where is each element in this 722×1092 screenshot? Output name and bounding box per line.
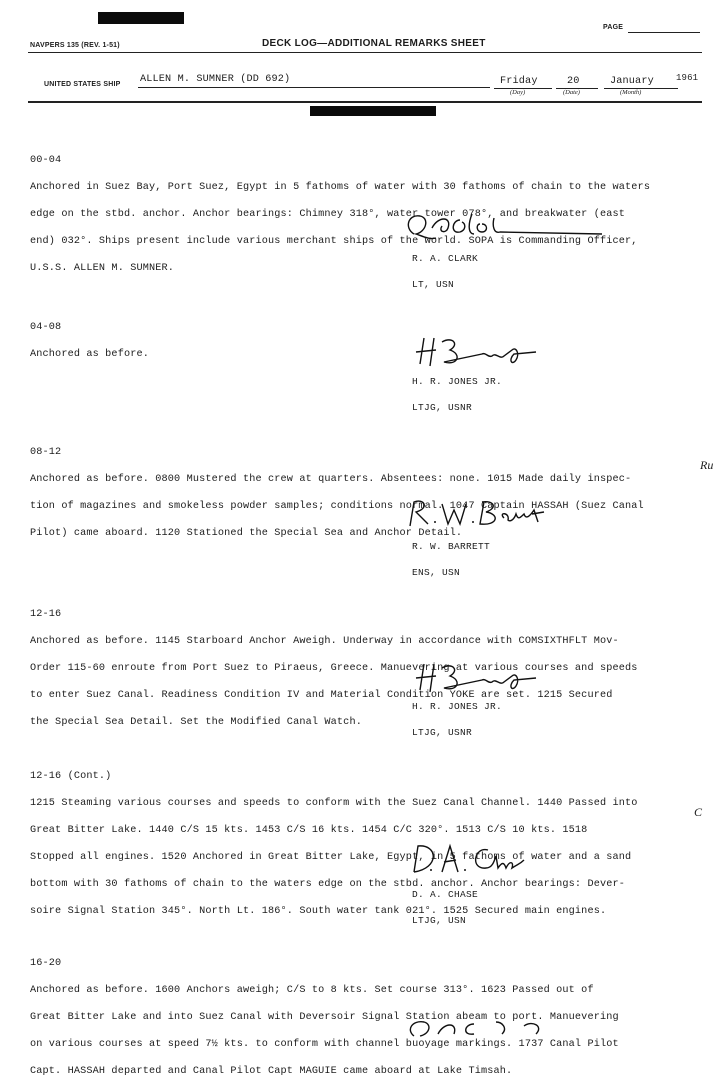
entry-line: Pilot) came aboard. 1120 Stationed the Special Sea and Anchor Detail. [30, 527, 463, 539]
watch-label: 08-12 [30, 446, 62, 458]
page-number-line [628, 32, 700, 33]
signer-block-12-16-cont [412, 875, 478, 940]
signer-rank: LTJG, USNR [412, 727, 473, 738]
ship-name: ALLEN M. SUMNER (DD 692) [140, 74, 291, 85]
month-label: (Month) [620, 89, 642, 96]
entry-line: edge on the stbd. anchor. Anchor bearings: Chimney 318°, water tower 078°, and breakwater (east [30, 208, 626, 220]
signer-rank: ENS, USN [412, 567, 461, 578]
entry-line: Order 115-60 enroute from Port Suez to Piraeus, Greece. Manuevering at various courses and speeds [30, 662, 638, 674]
redacted-block-top [98, 12, 184, 24]
signer-block-12-16 [412, 687, 502, 752]
signer-name: H. R. JONES JR. [412, 376, 503, 387]
log-entry-12-16 [30, 594, 638, 743]
sheet-title: DECK LOG—ADDITIONAL REMARKS SHEET [262, 38, 486, 49]
header-rule [28, 101, 702, 103]
ship-name-line [138, 87, 490, 88]
entry-line: the Special Sea Detail. Set the Modified Canal Watch. [30, 716, 362, 728]
redacted-block-center [310, 106, 436, 116]
ship-label: UNITED STATES SHIP [44, 81, 121, 88]
date-value: 20 [567, 76, 580, 87]
form-number: NAVPERS 135 (REV. 1-51) [30, 42, 120, 49]
entry-line: on various courses at speed 7½ kts. to conform with channel buoyage markings. 1737 Canal Pilot [30, 1038, 619, 1050]
signer-rank: LT, USN [412, 279, 455, 290]
signer-rank: LTJG, USN [412, 915, 467, 926]
log-entry-08-12 [30, 432, 644, 554]
margin-note-12-16-cont: C [694, 805, 703, 819]
signature-partial-bottom [404, 1020, 554, 1036]
margin-note-08-12: Ru [700, 458, 714, 472]
page-label: PAGE [603, 24, 624, 31]
log-entry-12-16-cont [30, 756, 638, 932]
watch-label: 04-08 [30, 321, 62, 333]
entry-line: to enter Suez Canal. Readiness Condition IV and Material Condition YOKE are set. 1215 Secured [30, 689, 613, 701]
signer-block-00-04 [412, 239, 478, 304]
entry-line: 1215 Steaming various courses and speeds to conform with the Suez Canal Channel. 1440 Passed into [30, 797, 638, 809]
signer-name: R. W. BARRETT [412, 541, 491, 552]
log-entry-04-08 [30, 307, 149, 375]
entry-line: Anchored in Suez Bay, Port Suez, Egypt in 5 fathoms of water with 30 fathoms of chain to the waters [30, 181, 651, 193]
signature-barrett [406, 498, 546, 528]
signer-block-04-08 [412, 362, 502, 427]
signer-rank: LTJG, USNR [412, 402, 473, 413]
date-label: (Date) [563, 89, 580, 96]
signer-block-08-12 [412, 527, 490, 592]
watch-label: 12-16 (Cont.) [30, 770, 112, 782]
day-label: (Day) [510, 89, 526, 96]
day-value: Friday [500, 76, 538, 87]
entry-line: soire Signal Station 345°. North Lt. 186°. South water tank 021°. 1525 Secured main engines. [30, 905, 607, 917]
log-entry-16-20 [30, 943, 619, 1092]
signer-name: R. A. CLARK [412, 253, 479, 264]
watch-label: 12-16 [30, 608, 62, 620]
signature-chase [408, 842, 528, 876]
entry-line: U.S.S. ALLEN M. SUMNER. [30, 262, 175, 274]
entry-line: bottom with 30 fathoms of chain to the waters edge on the stbd. anchor. Anchor bearings: Dever- [30, 878, 626, 890]
entry-line: Anchored as before. 0800 Mustered the crew at quarters. Absentees: none. 1015 Made daily inspec- [30, 473, 632, 485]
month-value: January [610, 76, 654, 87]
signature-clark [402, 210, 612, 242]
entry-line: tion of magazines and smokeless powder samples; conditions normal. 1047 Captain HASSAH (Suez Canal [30, 500, 644, 512]
title-rule [28, 52, 702, 53]
entry-line: Anchored as before. 1145 Starboard Anchor Aweigh. Underway in accordance with COMSIXTHFLT Mov- [30, 635, 619, 647]
entry-line: Great Bitter Lake. 1440 C/S 15 kts. 1453 C/S 16 kts. 1454 C/C 320°. 1513 C/S 10 kts. 1518 [30, 824, 588, 836]
signer-name: H. R. JONES JR. [412, 701, 503, 712]
watch-label: 00-04 [30, 154, 62, 166]
entry-line: Great Bitter Lake and into Suez Canal with Deversoir Signal Station abeam to port. Manuevering [30, 1011, 619, 1023]
year-value: 1961 [676, 73, 699, 83]
signer-name: D. A. CHASE [412, 889, 479, 900]
entry-line: Anchored as before. [30, 348, 150, 360]
entry-line: Anchored as before. 1600 Anchors aweigh; C/S to 8 kts. Set course 313°. 1623 Passed out of [30, 984, 594, 996]
entry-line: Capt. HASSAH departed and Canal Pilot Capt MAGUIE came aboard at Lake Timsah. [30, 1065, 513, 1077]
entry-line: end) 032°. Ships present include various merchant ships of the world. SOPA is Commanding Officer, [30, 235, 638, 247]
watch-label: 16-20 [30, 957, 62, 969]
entry-line: Stopped all engines. 1520 Anchored in Great Bitter Lake, Egypt, in 5 fathoms of water and a sand [30, 851, 632, 863]
